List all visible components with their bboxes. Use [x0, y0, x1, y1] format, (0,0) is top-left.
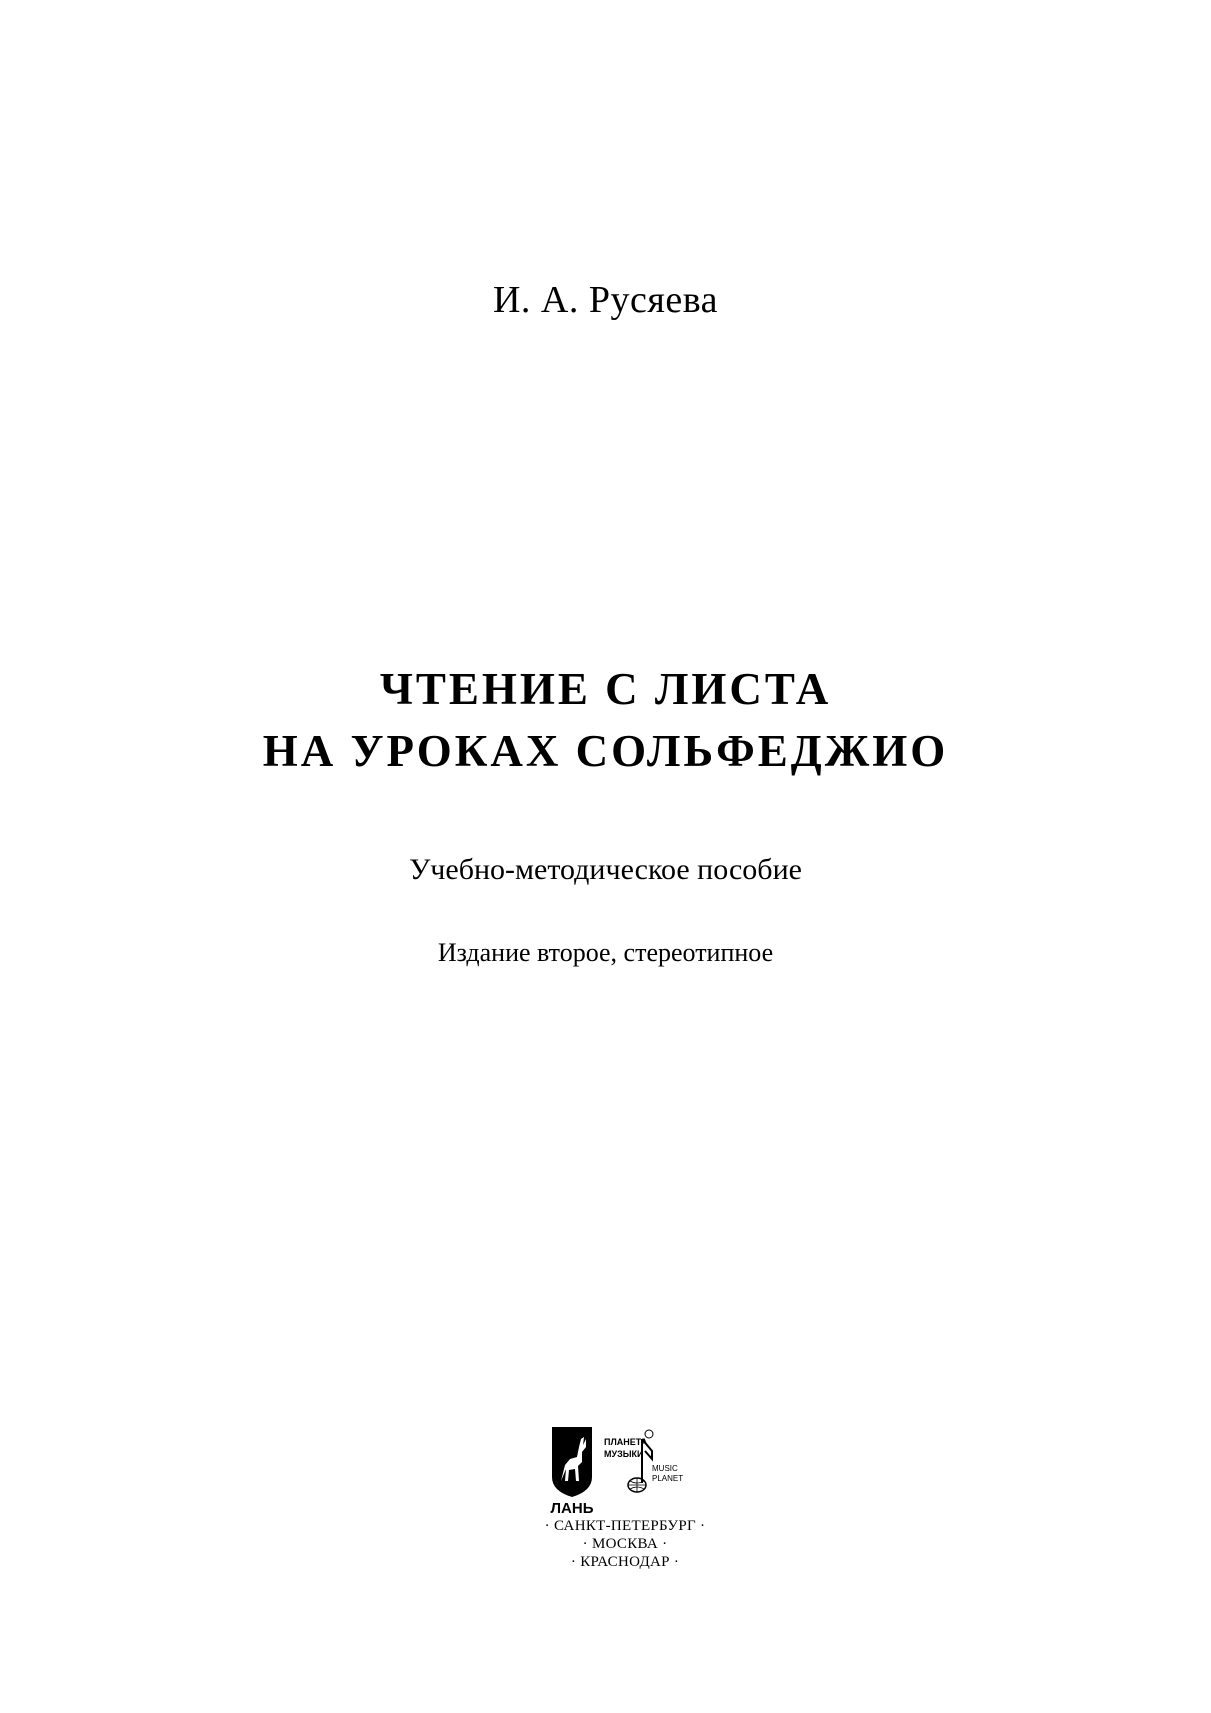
planet-logo-text-3: MUSIC: [652, 1464, 678, 1473]
planet-music-logo-icon: [604, 1430, 683, 1492]
publisher-logos: [548, 1425, 698, 1517]
planet-logo-text-1: ПЛАНЕТА: [604, 1437, 648, 1447]
author-name: И. А. Русяева: [492, 279, 719, 321]
book-title-line-2: НА УРОКАХ СОЛЬФЕДЖИО: [262, 726, 949, 776]
lan-logo-text: ЛАНЬ: [550, 1500, 594, 1517]
publisher-block: [540, 1425, 710, 1605]
planet-logo-text-2: МУЗЫКИ: [604, 1449, 644, 1459]
book-subtitle: Учебно-методическое пособие: [409, 853, 802, 886]
city-line: · САНКТ-ПЕТЕРБУРГ ·: [544, 1518, 706, 1534]
publisher-cities: [540, 1517, 710, 1571]
book-title: [0, 658, 1211, 782]
book-title-line-1: ЧТЕНИЕ С ЛИСТА: [379, 664, 832, 714]
lan-deer-logo-icon: [551, 1427, 594, 1517]
edition-note: Издание второе, стереотипное: [437, 938, 774, 967]
city-line: · МОСКВА ·: [582, 1536, 668, 1552]
planet-logo-text-4: PLANET: [652, 1474, 684, 1483]
city-line: · КРАСНОДАР ·: [570, 1554, 680, 1570]
